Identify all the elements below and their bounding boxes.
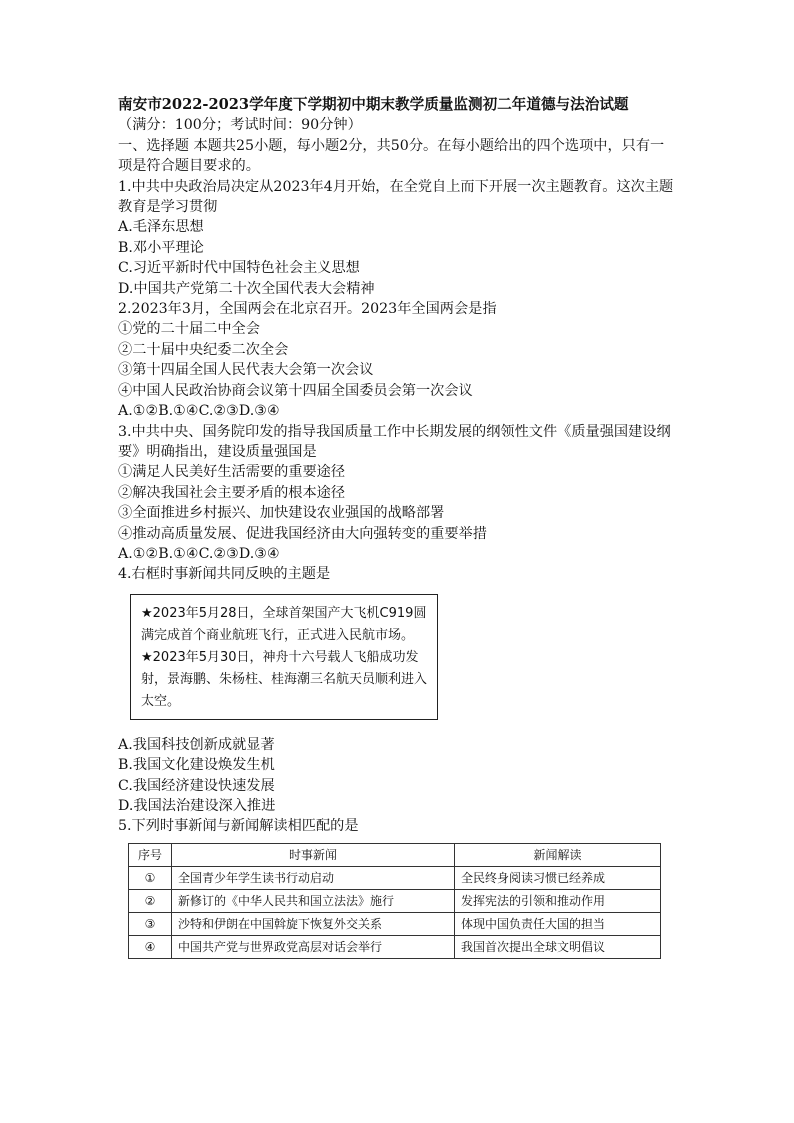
news-box xyxy=(130,594,438,720)
exam-meta: （满分：100分；考试时间：90分钟） xyxy=(118,117,362,134)
exam-page xyxy=(118,95,678,959)
news-item: ★2023年5月28日，全球首架国产大飞机C919圆满完成首个商业航班飞行，正式进入民航市场。 xyxy=(141,605,427,643)
table-cell: 我国首次提出全球文明倡议 xyxy=(455,935,661,958)
question-4-option: B.我国文化建设焕发生机 xyxy=(118,757,275,774)
table-row xyxy=(129,866,661,889)
question-4-stem: 4.右框时事新闻共同反映的主题是 xyxy=(118,566,331,583)
table-cell: ② xyxy=(129,889,172,912)
question-3-stem: 3.中共中央、国务院印发的指导我国质量工作中长期发展的纲领性文件《质量强国建设纲要》明确指出，建设质量强国是 xyxy=(118,423,671,460)
table-cell: 全国青少年学生读书行动启动 xyxy=(172,866,455,889)
question-2-item: ③第十四届全国人民代表大会第一次会议 xyxy=(118,362,374,379)
table-cell: 新修订的《中华人民共和国立法法》施行 xyxy=(172,889,455,912)
question-3-choices: A.①②B.①④C.②③D.③④ xyxy=(118,545,280,562)
table-row xyxy=(129,912,661,935)
section-intro: 一、选择题 本题共25小题，每小题2分，共50分。在每小题给出的四个选项中，只有一项是符合题目要求的。 xyxy=(118,137,665,175)
question-1-option: A.毛泽东思想 xyxy=(118,219,204,236)
table-cell: ④ xyxy=(129,935,172,958)
question-1-stem: 1.中共中央政治局决定从2023年4月开始，在全党自上而下开展一次主题教育。这次主题教育是学习贯彻 xyxy=(118,178,674,216)
question-2-item: ②二十届中央纪委二次全会 xyxy=(118,341,289,358)
question-2-choices: A.①②B.①④C.②③D.③④ xyxy=(118,403,280,420)
news-table xyxy=(128,843,661,959)
question-2-item: ①党的二十届二中全会 xyxy=(118,321,260,338)
table-cell: 全民终身阅读习惯已经养成 xyxy=(455,866,661,889)
question-4-option: C.我国经济建设快速发展 xyxy=(118,777,275,794)
question-2-item: ④中国人民政治协商会议第十四届全国委员会第一次会议 xyxy=(118,382,473,399)
question-2-stem: 2.2023年3月，全国两会在北京召开。2023年全国两会是指 xyxy=(118,301,497,318)
question-4-option: D.我国法治建设深入推进 xyxy=(118,797,276,814)
question-4-option: A.我国科技创新成就显著 xyxy=(118,736,275,753)
table-row xyxy=(129,935,661,958)
table-cell: 中国共产党与世界政党高层对话会举行 xyxy=(172,935,455,958)
column-header: 时事新闻 xyxy=(172,843,455,866)
question-1-option: B.邓小平理论 xyxy=(118,239,204,256)
table-row xyxy=(129,889,661,912)
column-header: 序号 xyxy=(129,843,172,866)
table-cell: ③ xyxy=(129,912,172,935)
question-3-item: ④推动高质量发展、促进我国经济由大向强转变的重要举措 xyxy=(118,525,487,542)
question-1-option: D.中国共产党第二十次全国代表大会精神 xyxy=(118,280,375,297)
table-cell: 体现中国负责任大国的担当 xyxy=(455,912,661,935)
news-item: ★2023年5月30日，神舟十六号载人飞船成功发射，景海鹏、朱杨柱、桂海潮三名航天员顺利进入太空。 xyxy=(141,649,428,709)
table-cell: 沙特和伊朗在中国斡旋下恢复外交关系 xyxy=(172,912,455,935)
exam-title: 南安市2022-2023学年度下学期初中期末教学质量监测初二年道德与法治试题 xyxy=(118,96,629,113)
question-3-item: ②解决我国社会主要矛盾的根本途径 xyxy=(118,484,346,501)
question-5-stem: 5.下列时事新闻与新闻解读相匹配的是 xyxy=(118,818,359,835)
table-header-row xyxy=(129,843,661,866)
question-3-item: ①满足人民美好生活需要的重要途径 xyxy=(118,464,346,481)
question-3-item: ③全面推进乡村振兴、加快建设农业强国的战略部署 xyxy=(118,505,445,522)
question-1-option: C.习近平新时代中国特色社会主义思想 xyxy=(118,260,360,277)
table-cell: ① xyxy=(129,866,172,889)
column-header: 新闻解读 xyxy=(455,843,661,866)
table-cell: 发挥宪法的引领和推动作用 xyxy=(455,889,661,912)
